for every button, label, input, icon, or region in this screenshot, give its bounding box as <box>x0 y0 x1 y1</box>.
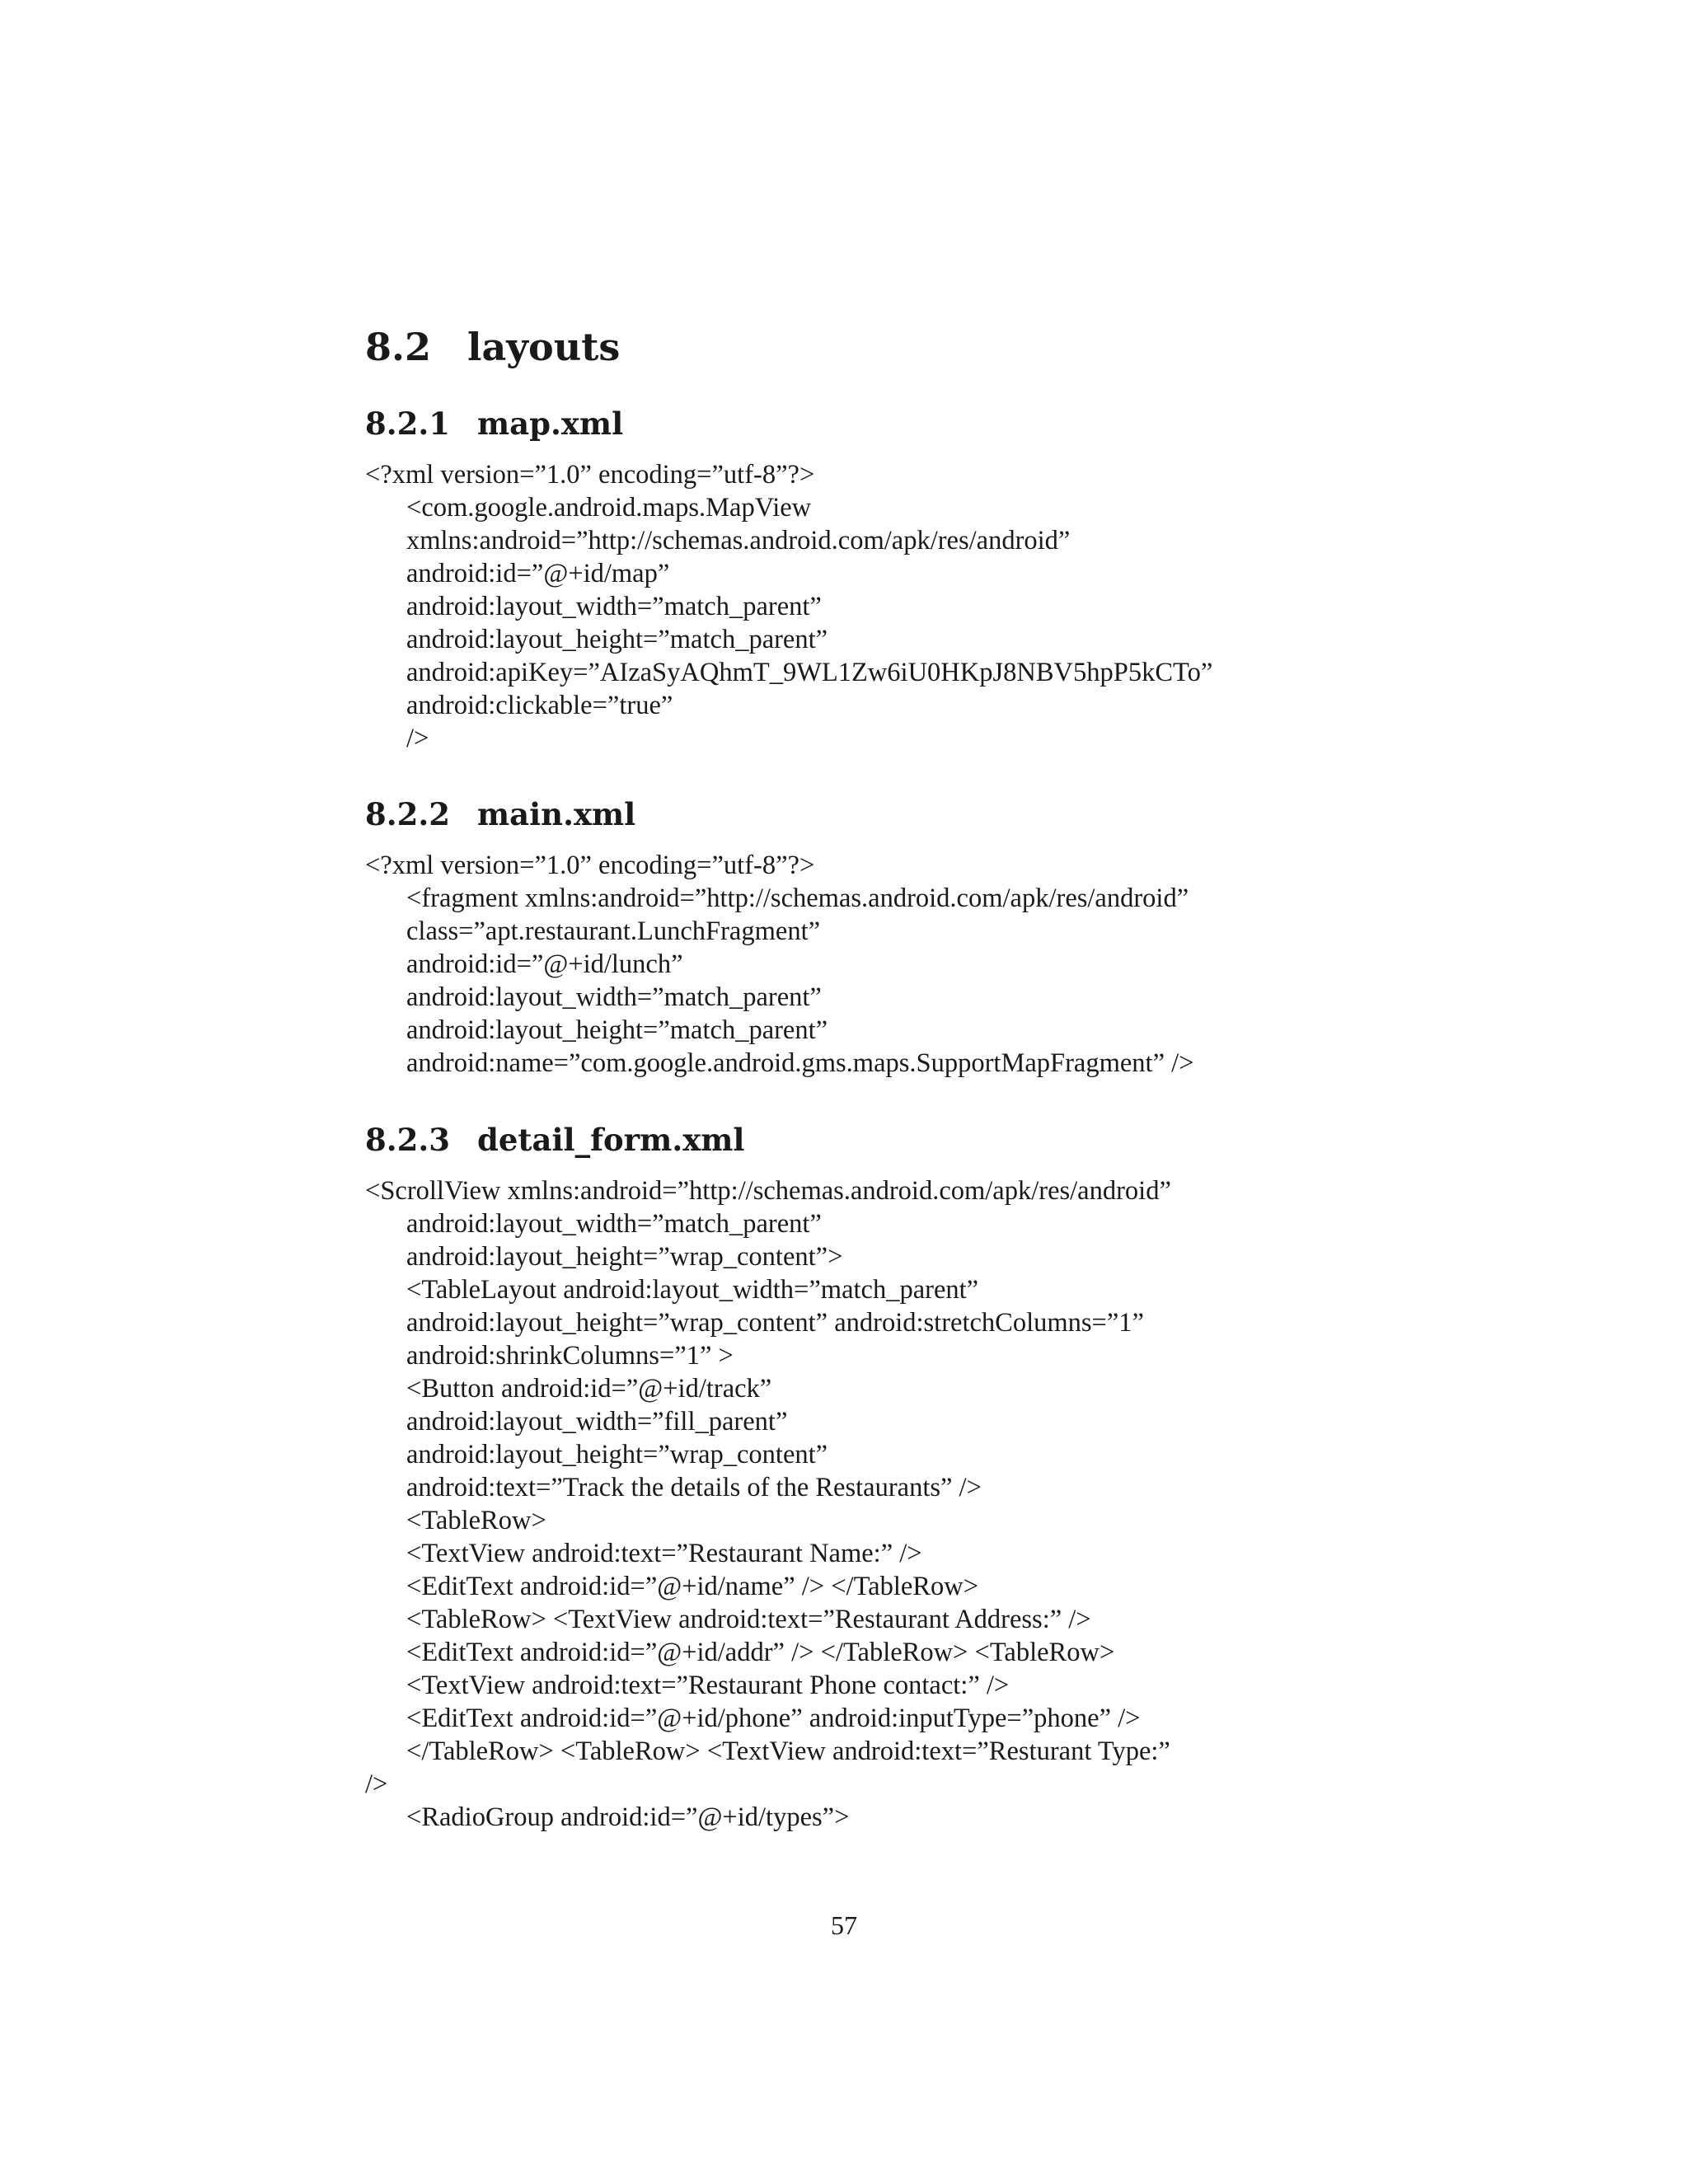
code-line: </TableRow> <TableRow> <TextView android:text=”Resturant Type:” <box>406 1736 1170 1766</box>
code-line: <Button android:id=”@+id/track” <box>406 1374 772 1404</box>
code-line: android:layout_width=”match_parent” <box>406 982 822 1012</box>
section-number: 8.2 <box>365 325 432 369</box>
code-line: <TableRow> <TextView android:text=”Restaurant Address:” /> <box>406 1605 1091 1634</box>
code-block-main-xml <box>365 849 1313 1080</box>
section-heading <box>365 325 621 369</box>
code-line: /> <box>365 1769 388 1799</box>
code-line: android:id=”@+id/lunch” <box>406 949 683 979</box>
code-line: <TextView android:text=”Restaurant Phone contact:” /> <box>406 1671 1010 1700</box>
subsection-number: 8.2.3 <box>365 1122 450 1158</box>
code-line: <?xml version=”1.0” encoding=”utf-8”?> <box>365 460 815 490</box>
code-line: <com.google.android.maps.MapView <box>406 493 812 523</box>
code-line: <EditText android:id=”@+id/phone” android:inputType=”phone” /> <box>406 1704 1141 1733</box>
code-line: <RadioGroup android:id=”@+id/types”> <box>406 1802 850 1832</box>
code-line: android:layout_height=”match_parent” <box>406 625 828 654</box>
code-line: android:text=”Track the details of the Restaurants” /> <box>406 1473 982 1502</box>
subsection-title: main.xml <box>477 796 636 832</box>
subsection-heading-detail-form-xml <box>365 1122 745 1158</box>
code-line: android:layout_height=”match_parent” <box>406 1015 828 1045</box>
page-number: 57 <box>831 1910 857 1940</box>
code-line: <ScrollView xmlns:android=”http://schemas.android.com/apk/res/android” <box>365 1176 1171 1206</box>
code-line: android:shrinkColumns=”1” > <box>406 1341 734 1371</box>
code-line: android:id=”@+id/map” <box>406 559 670 588</box>
subsection-number: 8.2.1 <box>365 405 450 442</box>
subsection-heading-main-xml <box>365 796 636 832</box>
code-line: android:apiKey=”AIzaSyAQhmT_9WL1Zw6iU0HKpJ8NBV5hpP5kCTo” <box>406 658 1213 687</box>
code-line: android:layout_width=”fill_parent” <box>406 1407 788 1436</box>
code-block-detail-form-xml <box>365 1174 1313 1834</box>
code-line: <EditText android:id=”@+id/name” /> </TableRow> <box>406 1572 979 1601</box>
code-line: android:name=”com.google.android.gms.maps.SupportMapFragment” /> <box>406 1048 1194 1078</box>
code-line: <?xml version=”1.0” encoding=”utf-8”?> <box>365 851 815 880</box>
code-line: <EditText android:id=”@+id/addr” /> </TableRow> <TableRow> <box>406 1638 1115 1667</box>
code-line: android:layout_height=”wrap_content” android:stretchColumns=”1” <box>406 1308 1144 1338</box>
code-line: class=”apt.restaurant.LunchFragment” <box>406 916 821 946</box>
subsection-heading-map-xml <box>365 405 624 442</box>
code-line: android:layout_width=”match_parent” <box>406 592 822 621</box>
code-line: android:layout_width=”match_parent” <box>406 1209 822 1239</box>
code-line: <TextView android:text=”Restaurant Name:” /> <box>406 1539 922 1568</box>
code-line: android:layout_height=”wrap_content” <box>406 1440 828 1469</box>
subsection-title: detail_form.xml <box>477 1122 745 1158</box>
code-line: <TableLayout android:layout_width=”match_parent” <box>406 1275 979 1305</box>
code-line: android:clickable=”true” <box>406 691 673 720</box>
code-line: <fragment xmlns:android=”http://schemas.android.com/apk/res/android” <box>406 883 1189 913</box>
code-line: android:layout_height=”wrap_content”> <box>406 1242 843 1272</box>
section-title: layouts <box>467 325 621 369</box>
subsection-title: map.xml <box>477 405 624 442</box>
code-line: xmlns:android=”http://schemas.android.com/apk/res/android” <box>406 526 1071 555</box>
code-line: <TableRow> <box>406 1506 546 1535</box>
code-block-map-xml <box>365 458 1313 755</box>
code-line: /> <box>406 724 429 753</box>
subsection-number: 8.2.2 <box>365 796 450 832</box>
